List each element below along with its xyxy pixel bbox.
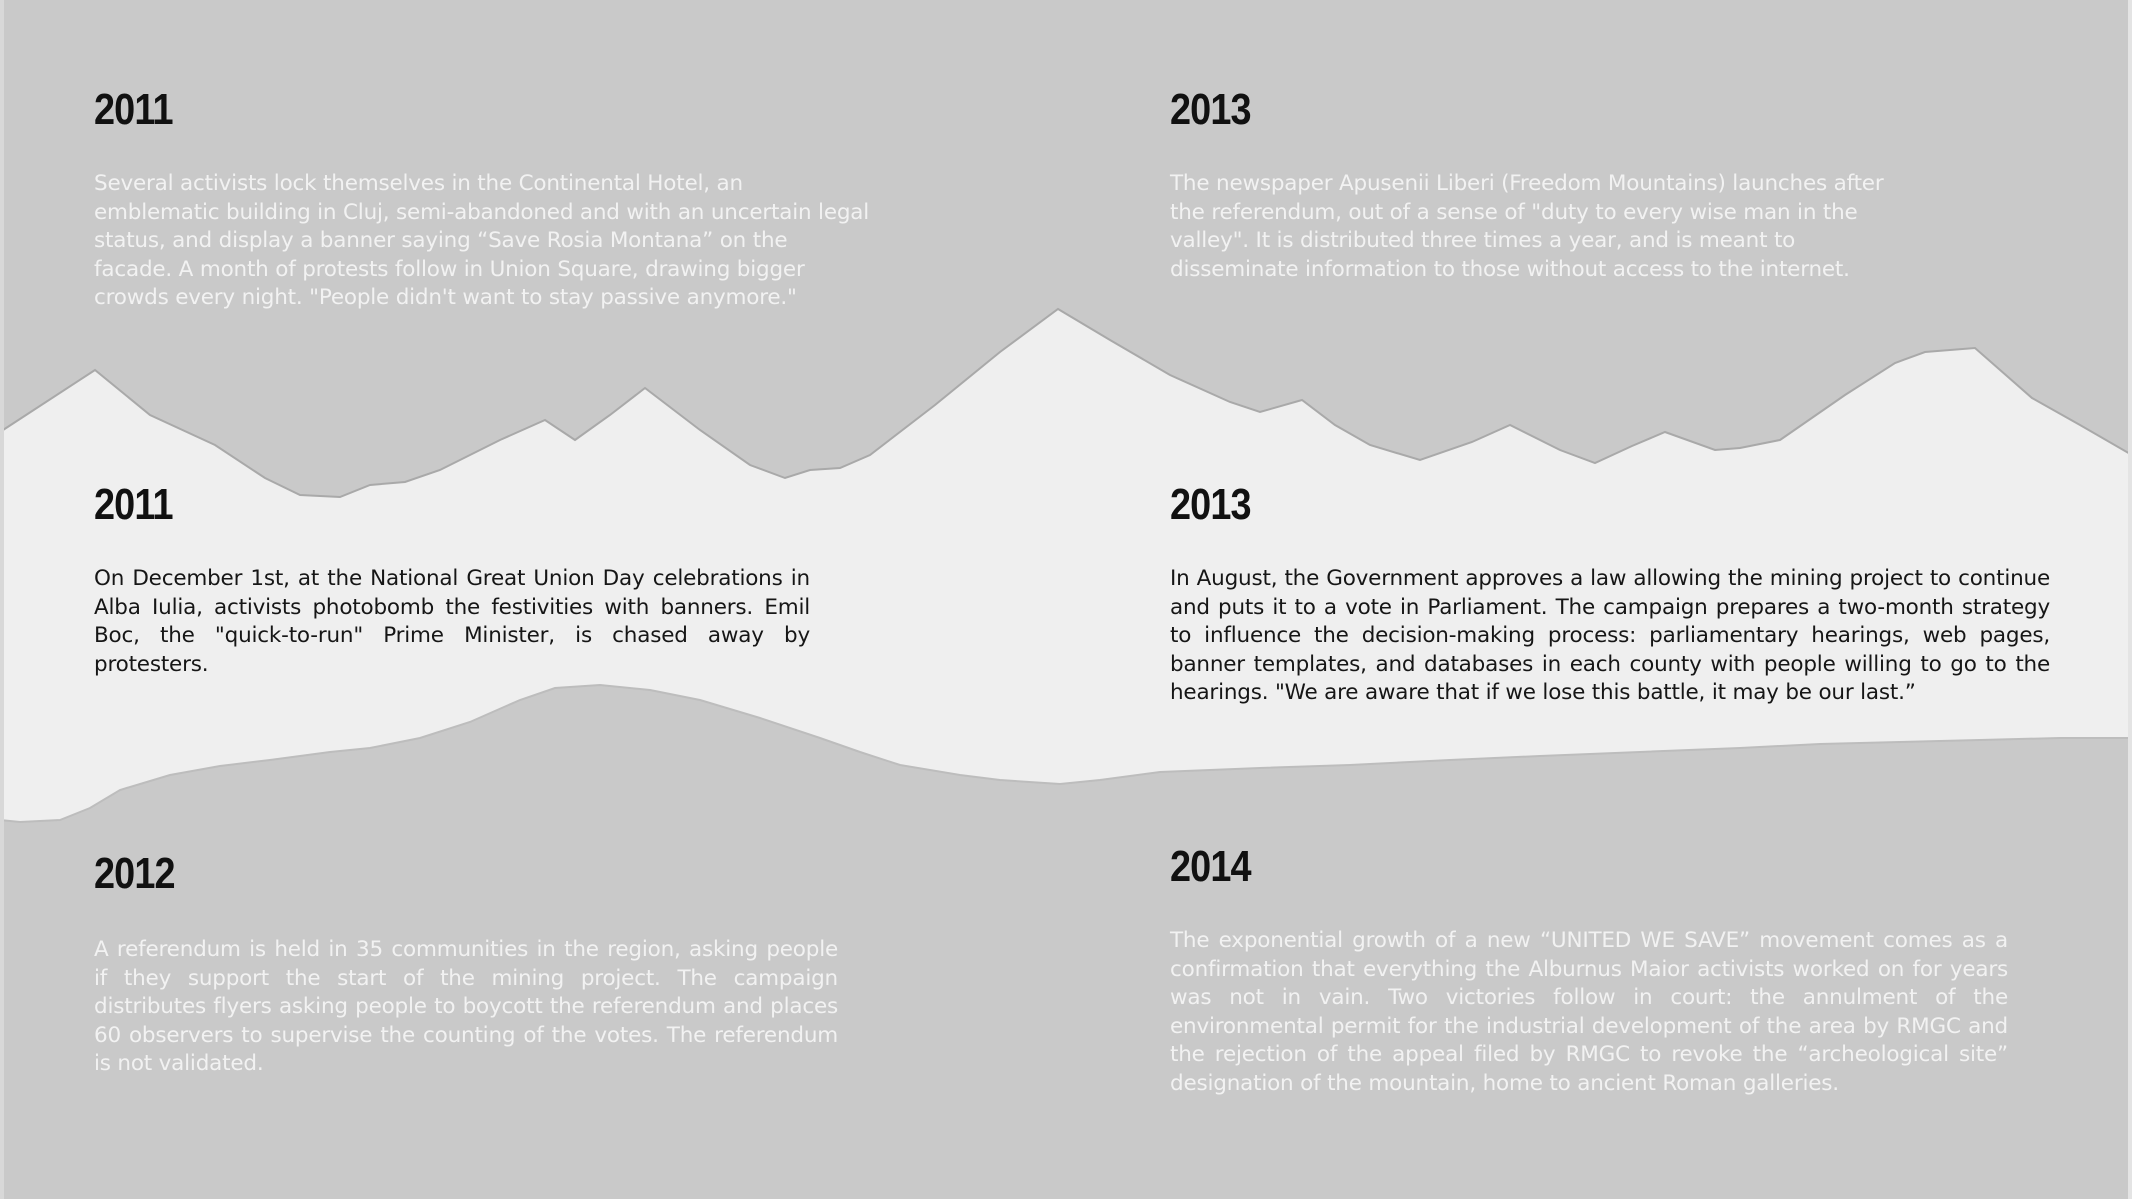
entry-year: 2014 bbox=[1170, 842, 1251, 891]
timeline-entry-2012-referendum bbox=[94, 849, 864, 1079]
entry-text: The exponential growth of a new “UNITED WE SAVE” movement comes as a confirmation that everything the Alburnus Maior activists worked on for years was not in vain. Two victories follow in court: the annulment of the environmental permit for the industrial development of the area by RMGC and the rejection of the appeal filed by RMGC to revoke the “archeological site” designation of the mountain, home to ancient Roman galleries. bbox=[1170, 928, 2008, 1096]
entry-year: 2012 bbox=[94, 849, 175, 898]
entry-text: Several activists lock themselves in the Continental Hotel, an emblematic building in Cluj, semi-abandoned and with an uncertain legal status, and display a banner saying “Save Rosia Montana” on the facade. A month of protests follow in Union Square, drawing bigger crowds every night. "People didn't want to stay passive anymore." bbox=[94, 171, 870, 310]
entry-year: 2013 bbox=[1170, 85, 1251, 134]
timeline-entry-2013-government-law bbox=[1170, 480, 2050, 708]
entry-year: 2011 bbox=[94, 480, 173, 529]
timeline-entry-2011-alba-iulia bbox=[94, 480, 814, 679]
entry-year: 2013 bbox=[1170, 480, 1251, 529]
entry-text: In August, the Government approves a law allowing the mining project to continue and puts it to a vote in Parliament. The campaign prepares a two-month strategy to influence the decision-making process: parliamentary hearings, web pages, banner templates, and databases in each county with people willing to go to the hearings. "We are aware that if we lose this battle, it may be our last.” bbox=[1170, 566, 2050, 705]
timeline-entry-2014-united-we-save bbox=[1170, 842, 2010, 1098]
entry-text: The newspaper Apusenii Liberi (Freedom Mountains) launches after the referendum, out of a sense of "duty to every wise man in the valley". It is distributed three times a year, and is meant to disseminate information to those without access to the internet. bbox=[1170, 171, 1884, 282]
page-edge bbox=[2128, 0, 2132, 1199]
entry-text: A referendum is held in 35 communities in the region, asking people if they support the start of the mining project. The campaign distributes flyers asking people to boycott the referendum and places 60 observers to supervise the counting of the votes. The referendum is not validated. bbox=[94, 937, 838, 1076]
entry-text: On December 1st, at the National Great Union Day celebrations in Alba Iulia, activists photobomb the festivities with banners. Emil Boc, the "quick-to-run" Prime Minister, is chased away by protesters. bbox=[94, 566, 810, 677]
timeline-entry-2013-newspaper bbox=[1170, 85, 1930, 284]
timeline-entry-2011-hotel bbox=[94, 85, 874, 313]
entry-year: 2011 bbox=[94, 85, 173, 134]
